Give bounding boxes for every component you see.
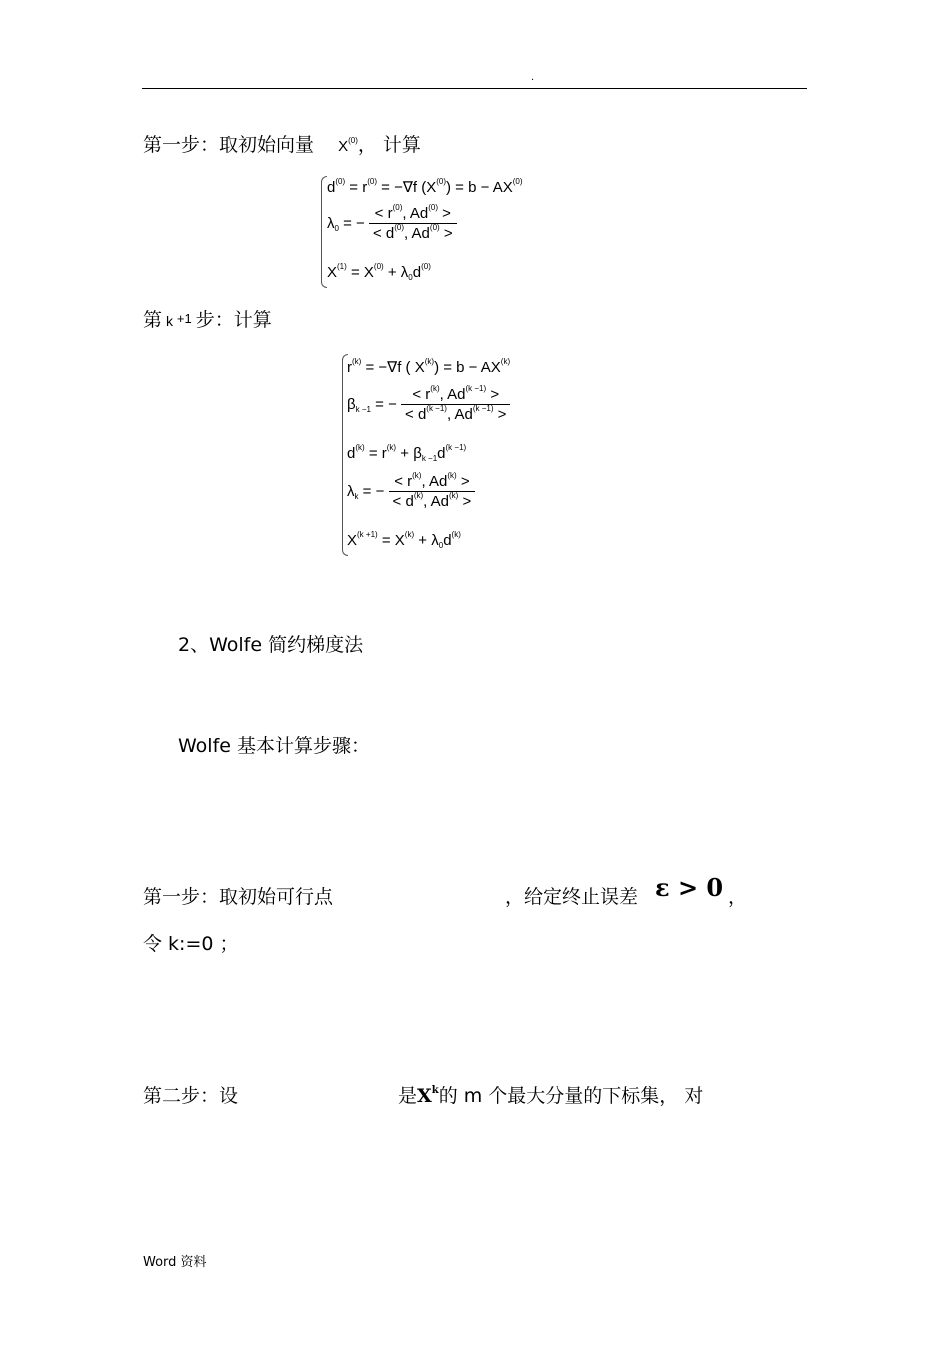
sys2-line5: $X^{(k +1)} = X^{(k)} + \lambda_0d^{(k)}$ <box>347 530 461 550</box>
wstep2-pre: 第二步：设 <box>143 1085 239 1107</box>
step1-tail: ， 计算 <box>357 134 421 156</box>
sys2-line4: $\lambda_k$ = − $\frac{< r^{(k)}, Ad^{(k)} >}{< d^{(k)}, Ad^{(k)} >}$ <box>347 473 475 510</box>
sys1-line2: $\lambda_0$ = − $\frac{< r^{(0)}, Ad^{(0)} >}{< d^{(0)}, Ad^{(0)} >}$ <box>327 205 457 242</box>
section2-title: 2、Wolfe 简约梯度法 <box>178 634 364 656</box>
header-dot: . <box>531 72 535 83</box>
sys1-line3: $X^{(1)} = X^{(0)} + \lambda_0d^{(0)}$ <box>327 262 431 282</box>
stepk-line: 第 k $^{+1}$ 步：计算 <box>143 309 272 331</box>
sys2-line3: $d^{(k)} = r^{(k)} + \beta_{k -1}d^{(k -1)}$ <box>347 443 467 463</box>
step1-var: $X^{(0)}$ <box>338 136 358 155</box>
header-rule <box>142 88 807 89</box>
wstep1-pre: 第一步：取初始可行点 <box>143 886 334 908</box>
epsilon-condition: ε > 0 <box>655 873 724 902</box>
sys2-lambda-fraction: $\frac{< r^{(k)}, Ad^{(k)} >}{< d^{(k)}, Ad^{(k)} >}$ <box>389 473 476 510</box>
wstep1-mid: ，给定终止误差 <box>505 886 639 908</box>
wstep1-line2: 令 k:=0 ； <box>143 933 239 955</box>
footer-text: Word 资料 <box>143 1255 207 1270</box>
sys2-beta-fraction: $\frac{< r^{(k)}, Ad^{(k -1)} >}{< d^{(k -1)}, Ad^{(k -1)} >}$ <box>401 386 510 423</box>
xk-symbol: $X^k$ <box>417 1085 439 1107</box>
sys1-line1: $d^{(0)} = r^{(0)} = -\nabla f$ $(X^{(0)}) = b - AX^{(0)}$ <box>327 177 523 196</box>
step1-text: 第一步：取初始向量 <box>143 134 315 156</box>
sys2-line1: $r^{(k)} = -\nabla f$ ( $X^{(k)}) = b - AX^{(k)}$ <box>347 357 511 376</box>
step1-line <box>143 130 421 157</box>
sys1-fraction: $\frac{< r^{(0)}, Ad^{(0)} >}{< d^{(0)}, Ad^{(0)} >}$ <box>369 205 457 242</box>
wstep2-line: 是$X^k$的 m 个最大分量的下标集， 对 <box>398 1085 704 1107</box>
wolfe-basic-heading: Wolfe 基本计算步骤： <box>178 735 370 757</box>
wstep1-comma: ， <box>728 886 748 908</box>
sys2-line2: $\beta_{k -1}$ = − $\frac{< r^{(k)}, Ad^{(k -1)} >}{< d^{(k -1)}, Ad^{(k -1)} >}$ <box>347 386 510 423</box>
